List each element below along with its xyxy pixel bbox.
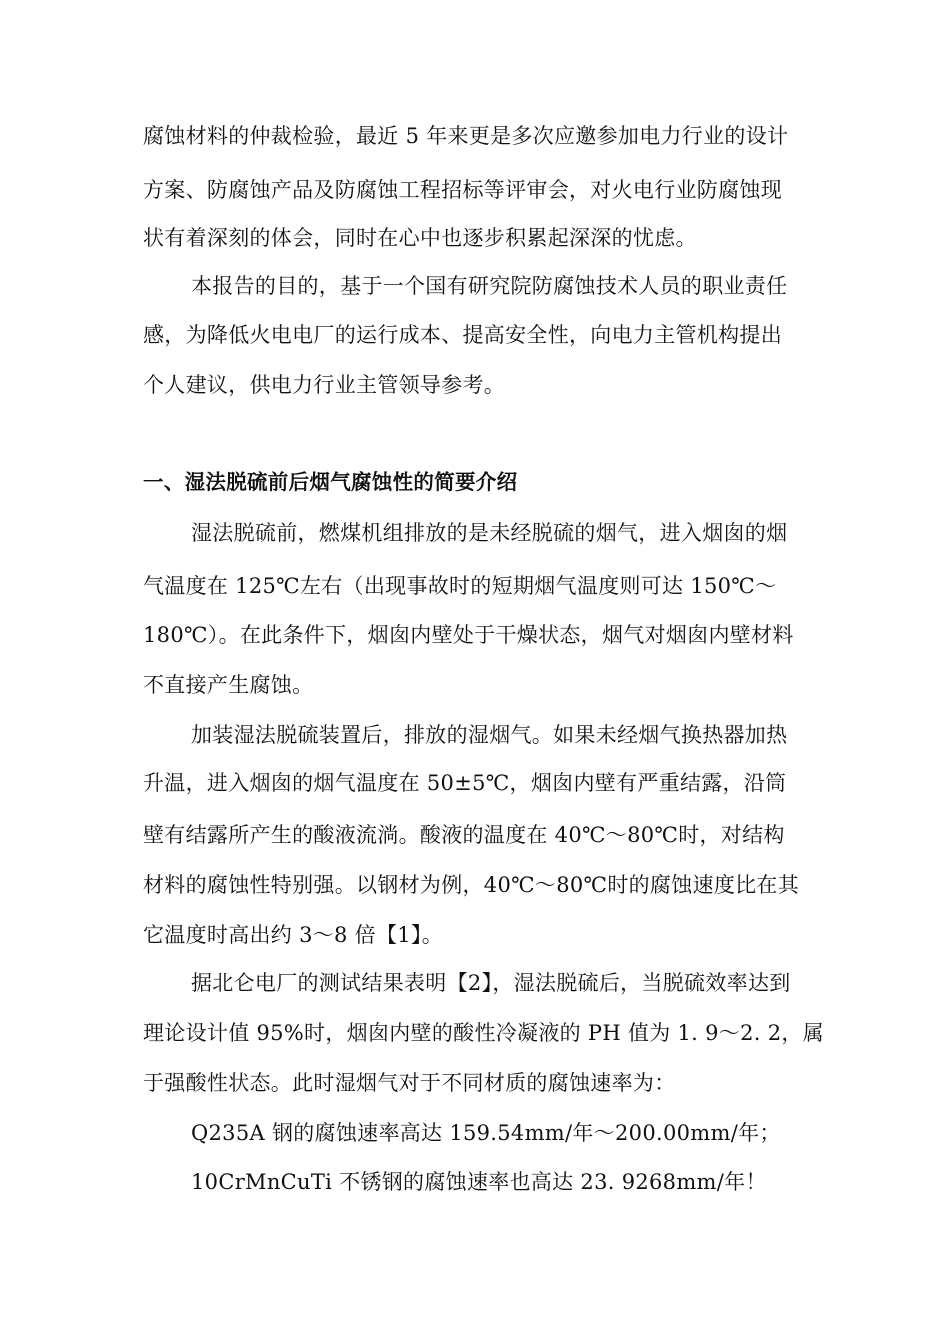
paragraph-5-line-3: 于强酸性状态。此时湿烟气对于不同材质的腐蚀速率为： <box>143 1071 676 1095</box>
paragraph-2-line-1: 本报告的目的，基于一个国有研究院防腐蚀技术人员的职业责任 <box>191 274 788 298</box>
paragraph-5-line-2: 理论设计值 95%时，烟囱内壁的酸性冷凝液的 PH 值为 1. 9～2. 2，属 <box>143 1021 824 1045</box>
section-heading: 一、湿法脱硫前后烟气腐蚀性的简要介绍 <box>143 470 518 494</box>
paragraph-4-line-4: 材料的腐蚀性特别强。以钢材为例，40℃～80℃时的腐蚀速度比在其 <box>143 873 800 897</box>
paragraph-1-line-2: 方案、防腐蚀产品及防腐蚀工程招标等评审会，对火电行业防腐蚀现 <box>143 178 782 202</box>
paragraph-3-line-3: 180℃）。在此条件下，烟囱内壁处于干燥状态，烟气对烟囱内壁材料 <box>143 623 794 647</box>
corrosion-rate-item-q235a: Q235A 钢的腐蚀速率高达 159.54mm/年～200.00mm/年； <box>191 1121 781 1145</box>
paragraph-2-line-3: 个人建议，供电力行业主管领导参考。 <box>143 373 506 397</box>
paragraph-3-line-2: 气温度在 125℃左右（出现事故时的短期烟气温度则可达 150℃～ <box>143 574 777 598</box>
paragraph-3-line-1: 湿法脱硫前，燃煤机组排放的是未经脱硫的烟气，进入烟囱的烟 <box>191 521 788 545</box>
paragraph-1-line-1: 腐蚀材料的仲裁检验，最近 5 年来更是多次应邀参加电力行业的设计 <box>143 124 789 148</box>
paragraph-4-line-1: 加装湿法脱硫装置后，排放的湿烟气。如果未经烟气换热器加热 <box>191 723 788 747</box>
paragraph-5-line-1: 据北仑电厂的测试结果表明【2】，湿法脱硫后，当脱硫效率达到 <box>191 971 791 995</box>
paragraph-4-line-2: 升温，进入烟囱的烟气温度在 50±5℃，烟囱内壁有严重结露，沿筒 <box>143 771 787 795</box>
corrosion-rate-item-10crmncuti: 10CrMnCuTi 不锈钢的腐蚀速率也高达 23. 9268mm/年！ <box>191 1170 767 1194</box>
paragraph-4-line-5: 它温度时高出约 3～8 倍【1】。 <box>143 923 444 947</box>
paragraph-2-line-2: 感，为降低火电电厂的运行成本、提高安全性，向电力主管机构提出 <box>143 323 782 347</box>
paragraph-4-line-3: 壁有结露所产生的酸液流淌。酸液的温度在 40℃～80℃时，对结构 <box>143 823 785 847</box>
paragraph-1-line-3: 状有着深刻的体会，同时在心中也逐步积累起深深的忧虑。 <box>143 226 697 250</box>
paragraph-3-line-4: 不直接产生腐蚀。 <box>143 673 314 697</box>
